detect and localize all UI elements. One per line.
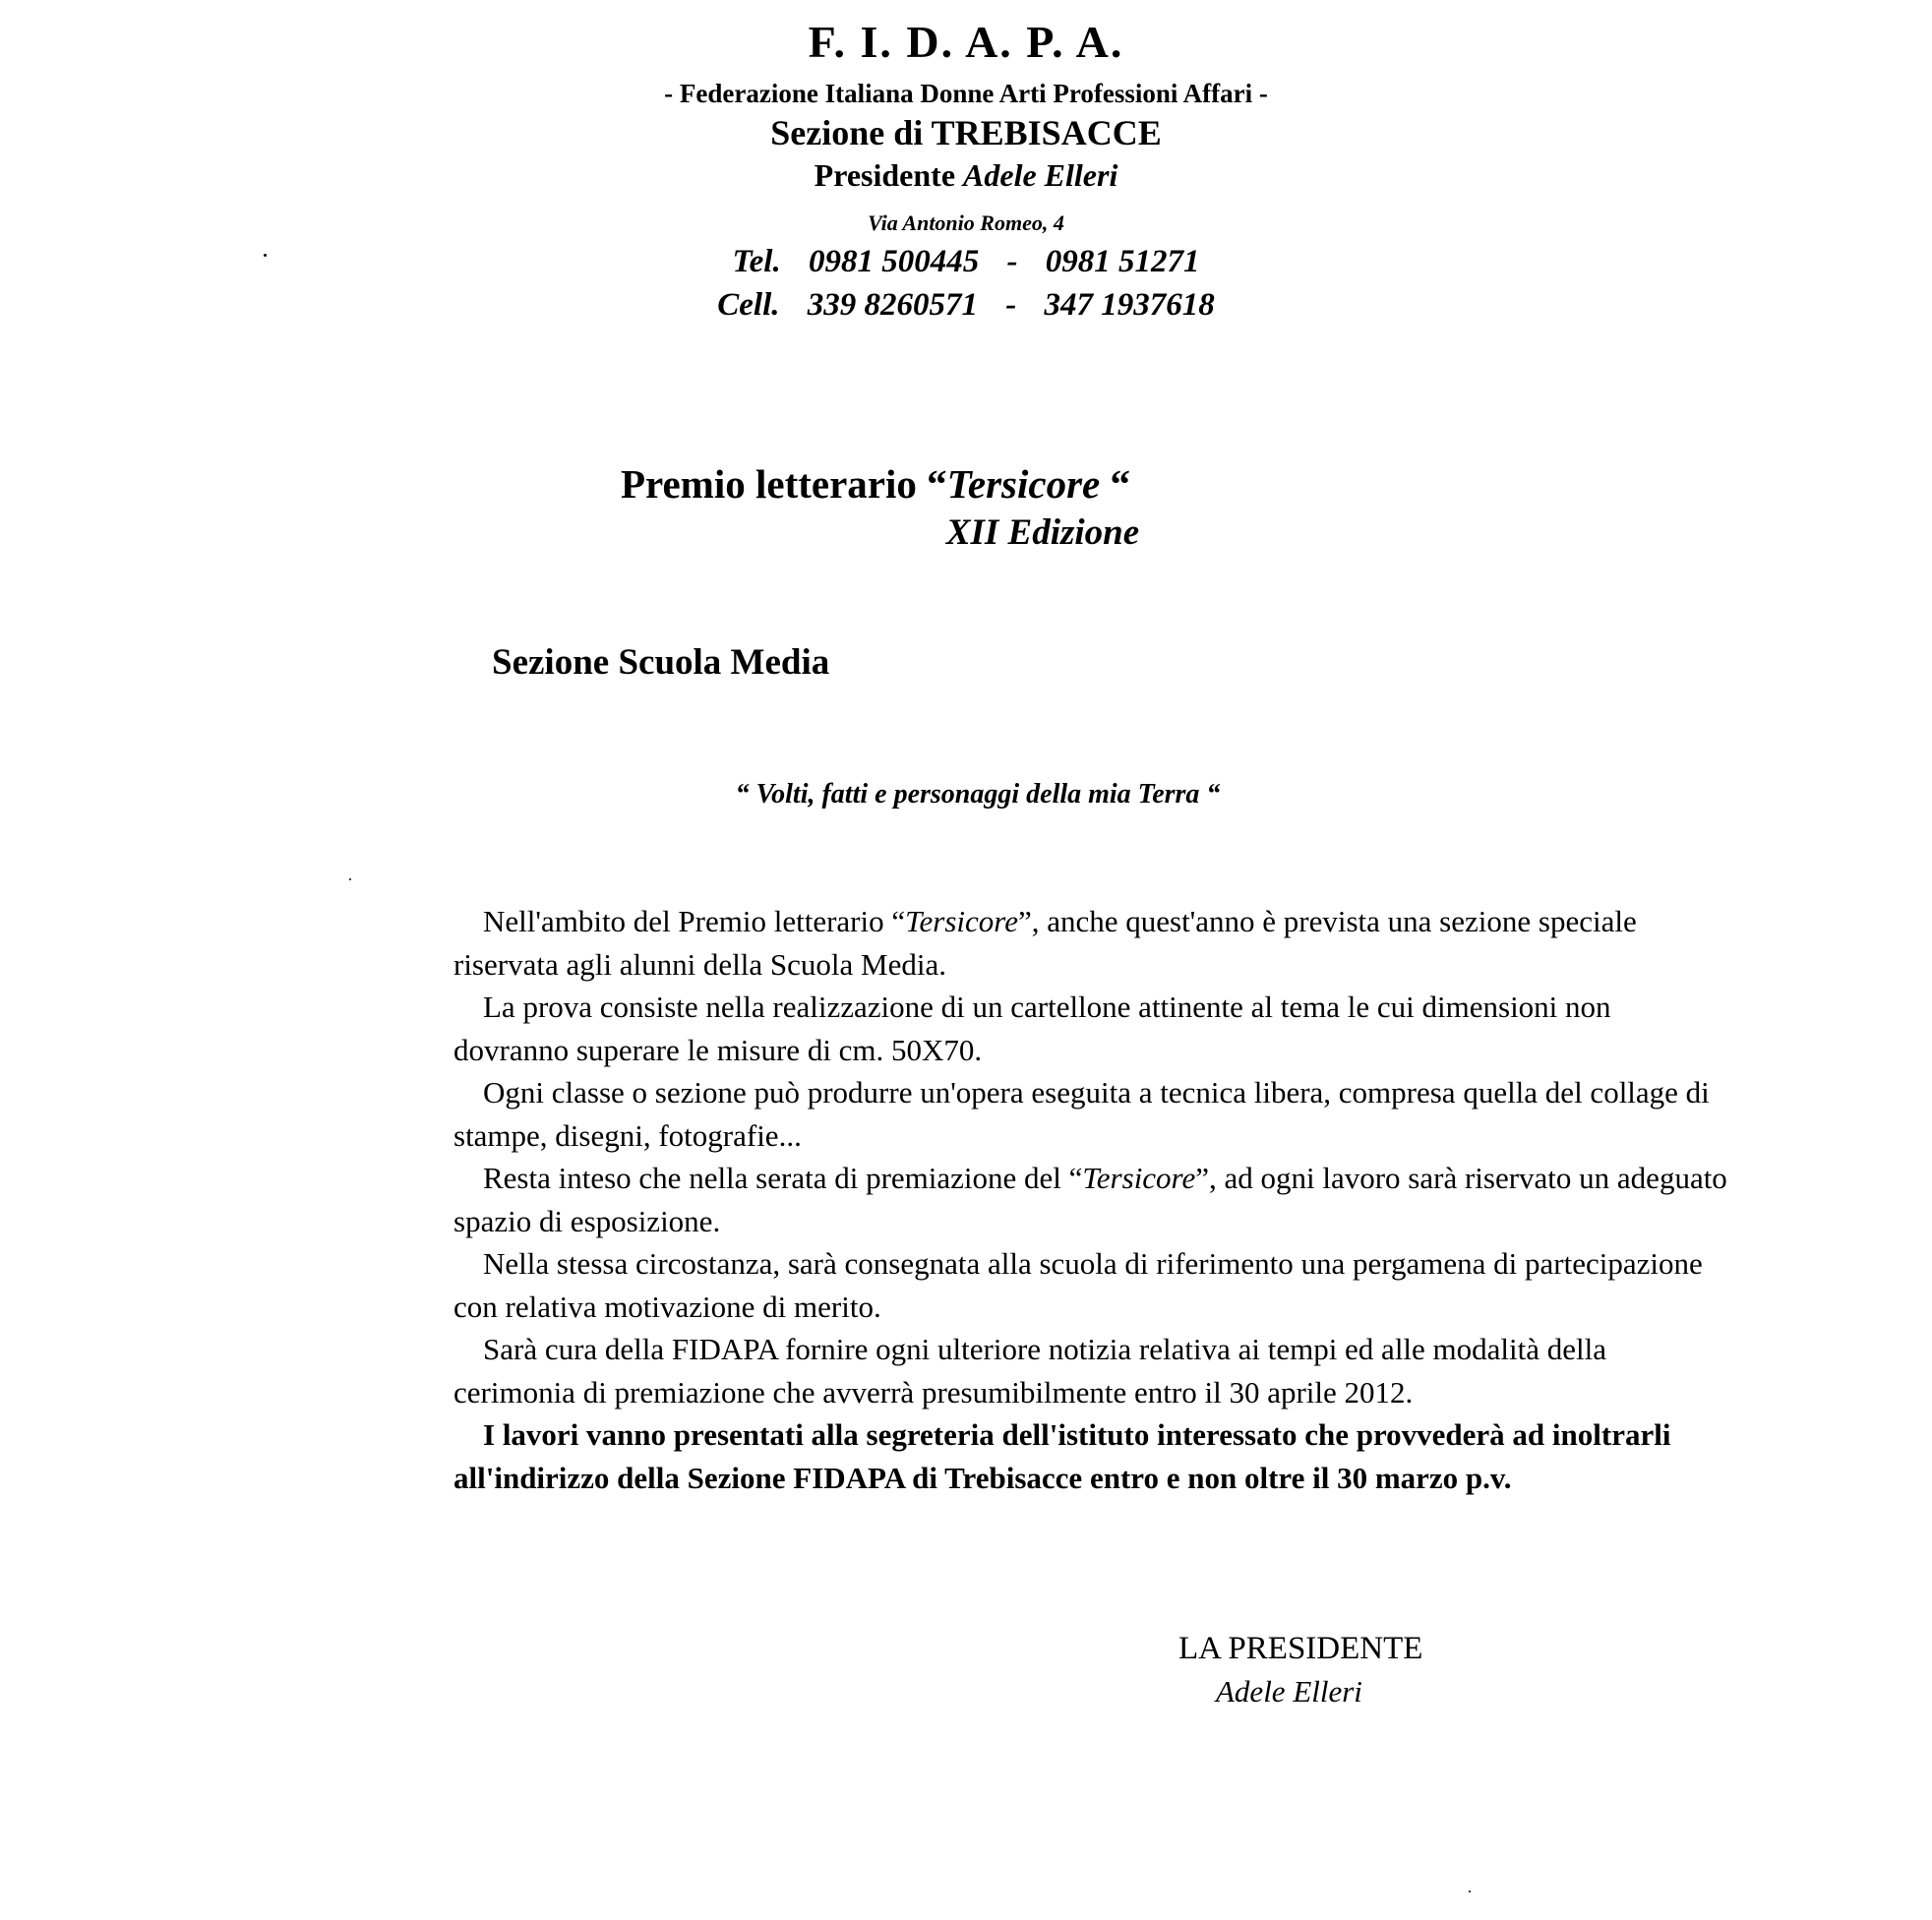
org-acronym: F. I. D. A. P. A. xyxy=(808,17,1124,67)
president-line xyxy=(0,157,1932,194)
address: Via Antonio Romeo, 4 xyxy=(868,210,1064,235)
paragraph-1-text-a: Nell'ambito del Premio letterario “ xyxy=(483,904,906,938)
scan-speck xyxy=(264,254,267,257)
award-title xyxy=(0,460,1751,508)
award-title-prefix: Premio letterario “ xyxy=(620,461,947,507)
president-name: Adele Elleri xyxy=(963,157,1118,193)
signature-name: Adele Elleri xyxy=(1216,1674,1362,1709)
paragraph-4-text-b: ”, ad ogni lavoro sarà riservato un adeguato spazio di esposizione. xyxy=(453,1161,1727,1238)
tel-number-1: 0981 500445 xyxy=(808,244,980,279)
cell-separator: - xyxy=(1005,287,1017,323)
paragraph-4 xyxy=(453,1157,1732,1242)
telephone-line xyxy=(0,244,1932,280)
award-name-italic: Tersicore xyxy=(1082,1161,1196,1195)
tel-label: Tel. xyxy=(732,244,781,279)
paragraph-7-deadline: I lavori vanno presentati alla segreteria dell'istituto interessato che provvederà ad inoltrarli all'indirizzo della Sezione FIDAPA di Trebisacce entro e non oltre il 30 marzo p.v. xyxy=(453,1417,1671,1495)
paragraph-6: Sarà cura della FIDAPA fornire ogni ulteriore notizia relativa ai tempi ed alle modalità della cerimonia di premiazione che avverrà presumibilmente entro il 30 aprile 2012. xyxy=(453,1332,1607,1410)
paragraph-5: Nella stessa circostanza, sarà consegnata alla scuola di riferimento una pergamena di partecipazione con relativa motivazione di merito. xyxy=(453,1246,1703,1324)
cell-number-1: 339 8260571 xyxy=(807,287,978,323)
org-full-name: - Federazione Italiana Donne Arti Professioni Affari - xyxy=(664,79,1268,108)
paragraph-2: La prova consiste nella realizzazione di un cartellone attinente al tema le cui dimensioni non dovranno superare le misure di cm. 50X70. xyxy=(453,990,1611,1067)
award-edition: XII Edizione xyxy=(945,512,1140,553)
letter-body xyxy=(453,900,1732,1499)
cell-label: Cell. xyxy=(717,287,780,323)
cell-number-2: 347 1937618 xyxy=(1044,287,1215,323)
award-title-suffix: “ xyxy=(1100,461,1130,507)
cellphone-line xyxy=(0,287,1932,324)
paragraph-3: Ogni classe o sezione può produrre un'opera eseguita a tecnica libera, compresa quella del collage di stampe, disegni, fotografie... xyxy=(453,1075,1710,1153)
award-name-italic: Tersicore xyxy=(905,904,1018,938)
theme-title: “ Volti, fatti e personaggi della mia Terra “ xyxy=(735,779,1221,810)
scan-speck xyxy=(349,878,351,880)
paragraph-1-text-b: ”, anche quest'anno è prevista una sezione speciale riservata agli alunni della Scuola Media. xyxy=(453,904,1637,982)
section-heading: Sezione Scuola Media xyxy=(492,642,830,683)
award-title-name: Tersicore xyxy=(946,461,1101,507)
signature-title: LA PRESIDENTE xyxy=(1178,1631,1423,1666)
tel-number-2: 0981 51271 xyxy=(1045,244,1200,279)
section-name: Sezione di TREBISACCE xyxy=(770,113,1162,152)
tel-separator: - xyxy=(1006,244,1018,279)
president-label: Presidente xyxy=(814,157,956,193)
scan-speck xyxy=(1469,1890,1471,1892)
paragraph-1 xyxy=(453,900,1732,986)
paragraph-4-text-a: Resta inteso che nella serata di premiazione del “ xyxy=(483,1161,1083,1195)
